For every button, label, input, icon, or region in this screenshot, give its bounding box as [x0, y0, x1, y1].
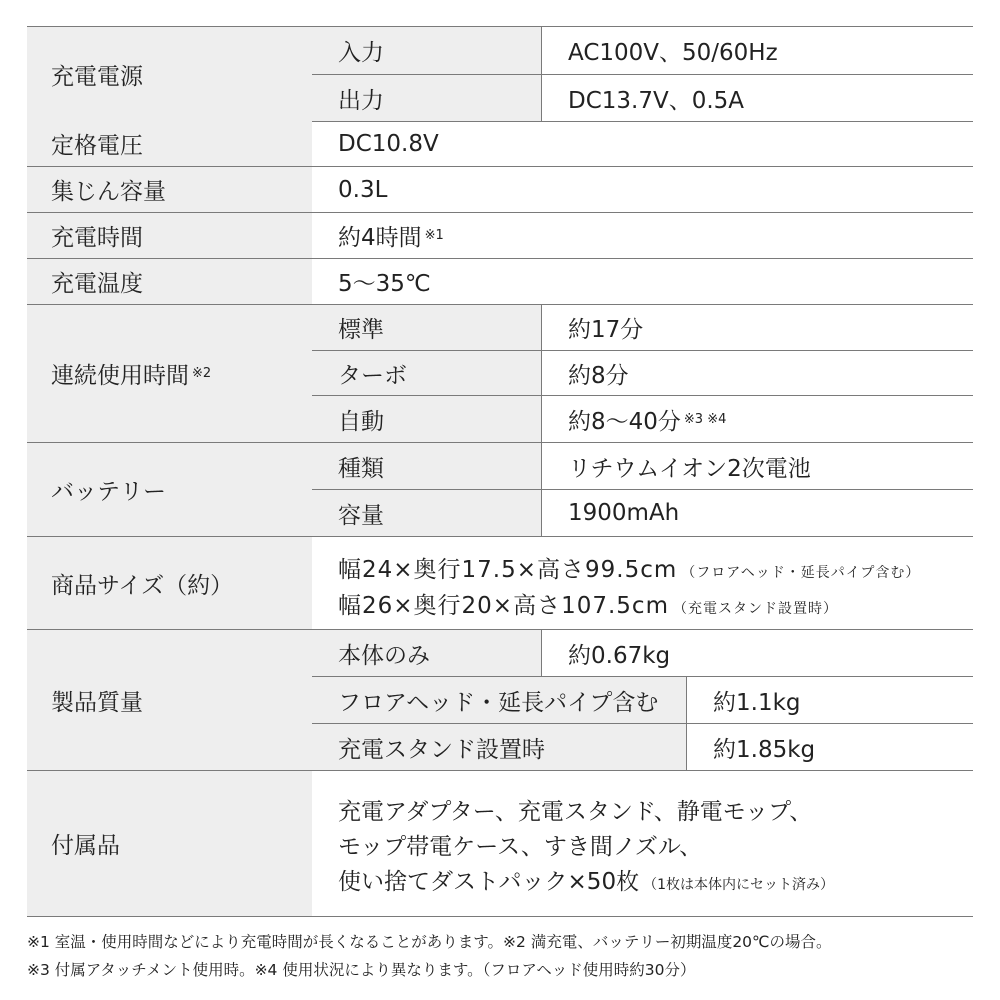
- row-label: 付属品: [27, 771, 312, 916]
- row-label: 充電電源: [27, 27, 312, 121]
- size-note-2: （充電スタンド設置時）: [672, 601, 838, 617]
- value-input: AC100V、50/60Hz: [568, 40, 778, 66]
- value-turbo: 約8分: [568, 363, 629, 389]
- value-with-stand: 約1.85kg: [687, 724, 973, 770]
- footnote-line-1: ※1 室温・使用時間などにより充電時間が長くなることがあります。※2 満充電、バッテリー初期温度20℃の場合。: [27, 933, 832, 951]
- row-charge-time: [27, 213, 973, 259]
- row-label: 商品サイズ（約）: [27, 537, 312, 629]
- value-battery-type: リチウムイオン2次電池: [568, 455, 811, 482]
- row-label: 製品質量: [27, 630, 312, 770]
- accessories-line2: モップ帯電ケース、すき間ノズル、: [338, 834, 703, 860]
- footnote-ref: ※3 ※4: [683, 411, 727, 427]
- sub-label-auto: 自動: [312, 396, 542, 442]
- footnote-ref: ※1: [424, 228, 444, 243]
- sub-label-turbo: ターボ: [312, 351, 542, 396]
- sub-label-output: 出力: [312, 75, 542, 121]
- value-charge-time: 約4時間: [338, 225, 422, 251]
- sub-label-type: 種類: [312, 443, 542, 489]
- value-battery-capacity: 1900mAh: [568, 500, 680, 526]
- footnotes: [27, 928, 977, 984]
- value-auto: 約8〜40分: [568, 408, 681, 435]
- value-output: DC13.7V、0.5A: [568, 87, 745, 114]
- row-rated-voltage: [27, 121, 973, 167]
- value-charge-temp: 5〜35℃: [338, 271, 431, 297]
- row-product-weight: [27, 630, 973, 771]
- row-label: 定格電圧: [27, 121, 312, 166]
- sub-label-with-stand: 充電スタンド設置時: [312, 724, 687, 770]
- row-label: 連続使用時間: [51, 363, 189, 389]
- sub-label-input: 入力: [312, 27, 542, 74]
- row-label: 充電時間: [27, 213, 312, 258]
- sub-label-body-only: 本体のみ: [312, 630, 542, 676]
- value-with-head: 約1.1kg: [687, 677, 973, 724]
- row-product-size: [27, 537, 973, 630]
- row-power-supply: [27, 26, 973, 122]
- value-size-line1: 幅24×奥行17.5×高さ99.5cm: [338, 557, 678, 583]
- accessories-note: （1枚は本体内にセット済み）: [643, 877, 834, 893]
- size-note-1: （フロアヘッド・延長パイプ含む）: [681, 565, 921, 581]
- value-dust: 0.3L: [338, 176, 388, 203]
- sub-label-standard: 標準: [312, 305, 542, 350]
- row-label: 充電温度: [27, 259, 312, 304]
- row-label: バッテリー: [27, 443, 312, 536]
- row-accessories: [27, 771, 973, 917]
- sub-label-capacity: 容量: [312, 490, 542, 536]
- footnote-ref: ※2: [192, 366, 212, 381]
- value-standard: 約17分: [568, 317, 644, 343]
- accessories-line3: 使い捨てダストパック×50枚: [338, 869, 640, 895]
- row-dust-capacity: [27, 167, 973, 213]
- value-size-line2: 幅26×奥行20×高さ107.5cm: [338, 593, 669, 619]
- value-voltage: DC10.8V: [338, 130, 439, 157]
- row-battery: [27, 443, 973, 537]
- value-body-only: 約0.67kg: [568, 642, 671, 669]
- row-label: 集じん容量: [27, 167, 312, 212]
- row-runtime: [27, 305, 973, 443]
- sub-label-with-head: フロアヘッド・延長パイプ含む: [312, 677, 687, 724]
- row-charge-temp: [27, 259, 973, 305]
- accessories-line1: 充電アダプター、充電スタンド、静電モップ、: [338, 799, 813, 825]
- footnote-line-2: ※3 付属アタッチメント使用時。※4 使用状況により異なります。（フロアヘッド使用時約30分）: [27, 961, 696, 979]
